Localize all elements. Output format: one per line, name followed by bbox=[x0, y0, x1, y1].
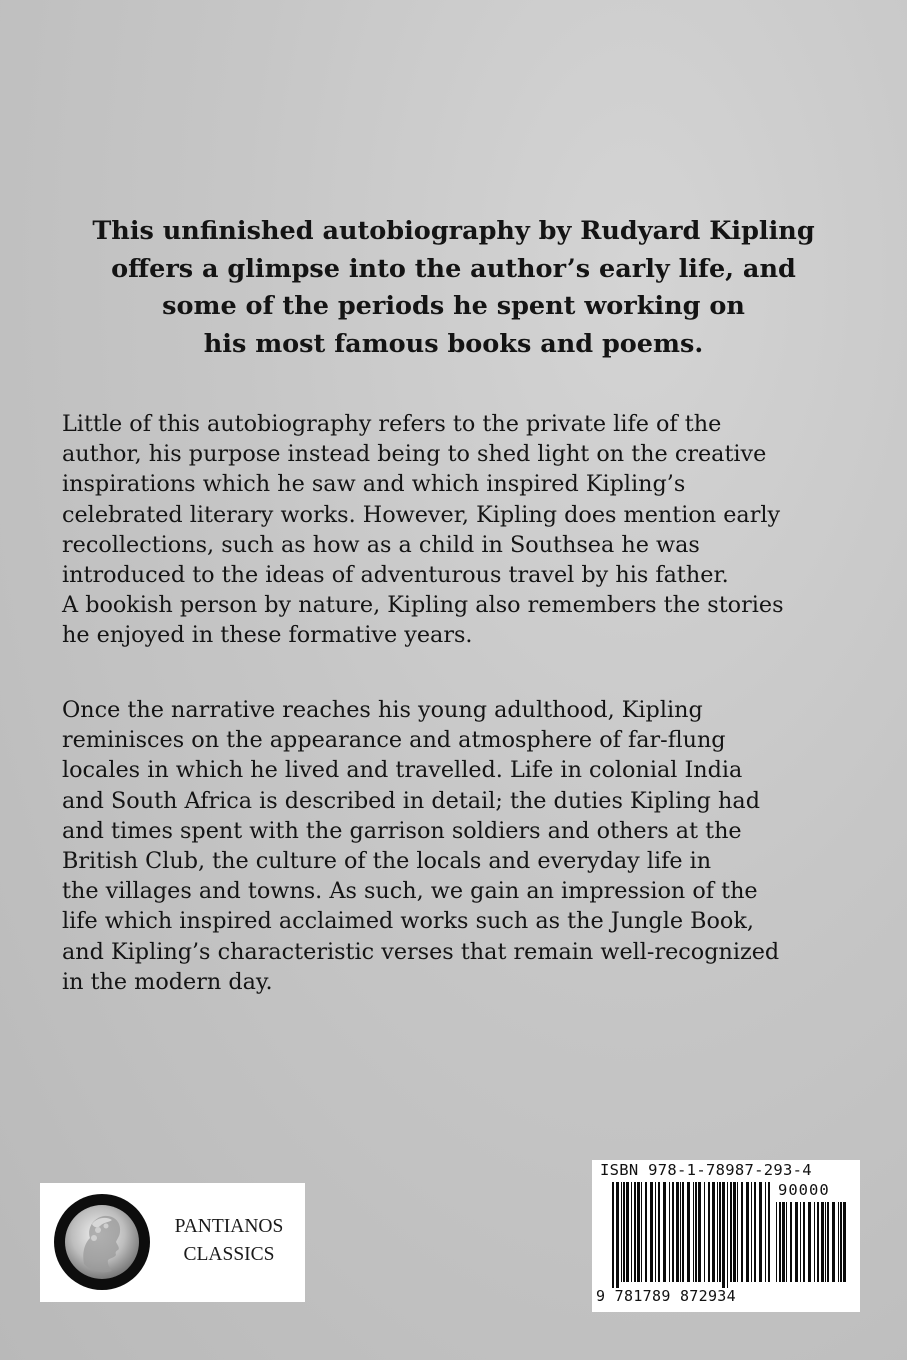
paragraph-line: A bookish person by nature, Kipling also remembers the stories bbox=[62, 592, 784, 619]
barcode-bar bbox=[693, 1182, 694, 1282]
barcode-bar bbox=[759, 1182, 762, 1282]
barcode-bar bbox=[827, 1202, 829, 1282]
barcode-number: 9 781789 872934 bbox=[596, 1287, 736, 1305]
barcode-bar bbox=[768, 1182, 770, 1282]
paragraph-line: reminisces on the appearance and atmosphere of far-flung bbox=[62, 727, 726, 754]
barcode-bar bbox=[717, 1182, 718, 1282]
paragraph-line: Little of this autobiography refers to the private life of the bbox=[62, 411, 722, 437]
barcode-bar bbox=[658, 1182, 660, 1282]
barcode-bar bbox=[708, 1182, 710, 1282]
barcode-bar bbox=[737, 1182, 738, 1282]
barcode-bar bbox=[832, 1202, 835, 1282]
paragraph-line: introduced to the ideas of adventurous travel by his father. bbox=[62, 562, 729, 589]
paragraph-line: recollections, such as how as a child in Southsea he was bbox=[62, 531, 700, 558]
barcode-bar bbox=[843, 1202, 846, 1282]
barcode-bar bbox=[616, 1182, 619, 1288]
barcode-bar bbox=[663, 1182, 666, 1282]
barcode-bars bbox=[612, 1182, 772, 1288]
paragraph-line: the villages and towns. As such, we gain an impression of the bbox=[62, 878, 758, 905]
isbn-label: ISBN 978-1-78987-293-4 bbox=[600, 1161, 812, 1179]
barcode-bar bbox=[817, 1202, 819, 1282]
publisher-name bbox=[160, 1213, 298, 1269]
barcode-bar bbox=[814, 1202, 815, 1282]
coin-portrait-icon bbox=[54, 1194, 150, 1290]
blurb-line: offers a glimpse into the author’s early life, and bbox=[111, 253, 796, 284]
barcode-bar bbox=[650, 1182, 653, 1282]
barcode-bar bbox=[680, 1182, 681, 1282]
barcode-bar bbox=[712, 1182, 715, 1282]
paragraph-line: locales in which he lived and travelled. Life in colonial India bbox=[62, 757, 743, 784]
paragraph-line: and times spent with the garrison soldiers and others at the bbox=[62, 817, 742, 844]
barcode-bar bbox=[626, 1182, 629, 1282]
barcode-bar bbox=[803, 1202, 805, 1282]
paragraph-line: and Kipling’s characteristic verses that remain well-recognized bbox=[62, 938, 780, 965]
blurb-line: his most famous books and poems. bbox=[203, 328, 704, 359]
barcode-bar bbox=[776, 1202, 777, 1282]
description-paragraph-1 bbox=[62, 409, 852, 651]
barcode-bar bbox=[669, 1182, 670, 1282]
barcode-bar bbox=[730, 1182, 732, 1282]
barcode-bar bbox=[695, 1182, 697, 1282]
barcode-bar bbox=[672, 1182, 674, 1282]
barcode-bar bbox=[790, 1202, 792, 1282]
publisher-logo bbox=[40, 1183, 305, 1302]
paragraph-line: he enjoyed in these formative years. bbox=[62, 622, 473, 649]
blurb bbox=[60, 213, 847, 363]
barcode-bar bbox=[631, 1182, 632, 1282]
barcode-bar bbox=[621, 1182, 622, 1282]
barcode-bar bbox=[676, 1182, 679, 1282]
barcode-bar bbox=[641, 1182, 642, 1282]
publisher-name-line2: CLASSICS bbox=[183, 1244, 275, 1265]
barcode-bar bbox=[746, 1182, 749, 1282]
barcode-bar bbox=[655, 1182, 656, 1282]
blurb-line: This unfinished autobiography by Rudyard Kipling bbox=[92, 216, 815, 246]
barcode-bar bbox=[637, 1182, 640, 1282]
paragraph-line: Once the narrative reaches his young adulthood, Kipling bbox=[62, 697, 703, 723]
price-code: 90000 bbox=[778, 1181, 830, 1199]
barcode-bar bbox=[687, 1182, 690, 1282]
barcode-bar bbox=[733, 1182, 736, 1282]
barcode-bar bbox=[698, 1182, 701, 1282]
barcode-bar bbox=[751, 1182, 752, 1282]
barcode-bar bbox=[612, 1182, 614, 1288]
barcode-bar bbox=[838, 1202, 839, 1282]
barcode-bar bbox=[645, 1182, 647, 1282]
barcode-bar bbox=[741, 1182, 743, 1282]
barcode-bar bbox=[821, 1202, 824, 1282]
addon-barcode-bars bbox=[776, 1202, 846, 1288]
barcode-bar bbox=[623, 1182, 625, 1282]
barcode-bar bbox=[800, 1202, 801, 1282]
description-paragraph-2 bbox=[62, 695, 852, 997]
paragraph-line: life which inspired acclaimed works such as the Jungle Book, bbox=[62, 908, 754, 935]
barcode-bar bbox=[682, 1182, 684, 1282]
isbn-barcode bbox=[592, 1160, 860, 1312]
paragraph-line: author, his purpose instead being to shed light on the creative bbox=[62, 441, 767, 468]
barcode-bar bbox=[722, 1182, 725, 1288]
barcode-bar bbox=[840, 1202, 842, 1282]
barcode-bar bbox=[782, 1202, 785, 1282]
publisher-name-line1: PANTIANOS bbox=[174, 1216, 284, 1237]
barcode-bar bbox=[719, 1182, 721, 1282]
barcode-bar bbox=[765, 1182, 766, 1282]
barcode-bar bbox=[795, 1202, 798, 1282]
barcode-bar bbox=[634, 1182, 636, 1282]
paragraph-line: and South Africa is described in detail; the duties Kipling had bbox=[62, 787, 760, 814]
barcode-bar bbox=[727, 1182, 728, 1288]
barcode-bar bbox=[704, 1182, 705, 1282]
paragraph-line: British Club, the culture of the locals and everyday life in bbox=[62, 848, 712, 875]
paragraph-line: inspirations which he saw and which inspired Kipling’s bbox=[62, 471, 686, 498]
barcode-bar bbox=[808, 1202, 811, 1282]
barcode-bar bbox=[786, 1202, 787, 1282]
barcode-bar bbox=[754, 1182, 756, 1282]
paragraph-line: celebrated literary works. However, Kipling does mention early bbox=[62, 501, 781, 528]
barcode-bar bbox=[779, 1202, 781, 1282]
blurb-line: some of the periods he spent working on bbox=[162, 291, 745, 321]
paragraph-line: in the modern day. bbox=[62, 968, 273, 995]
barcode-bar bbox=[825, 1202, 826, 1282]
